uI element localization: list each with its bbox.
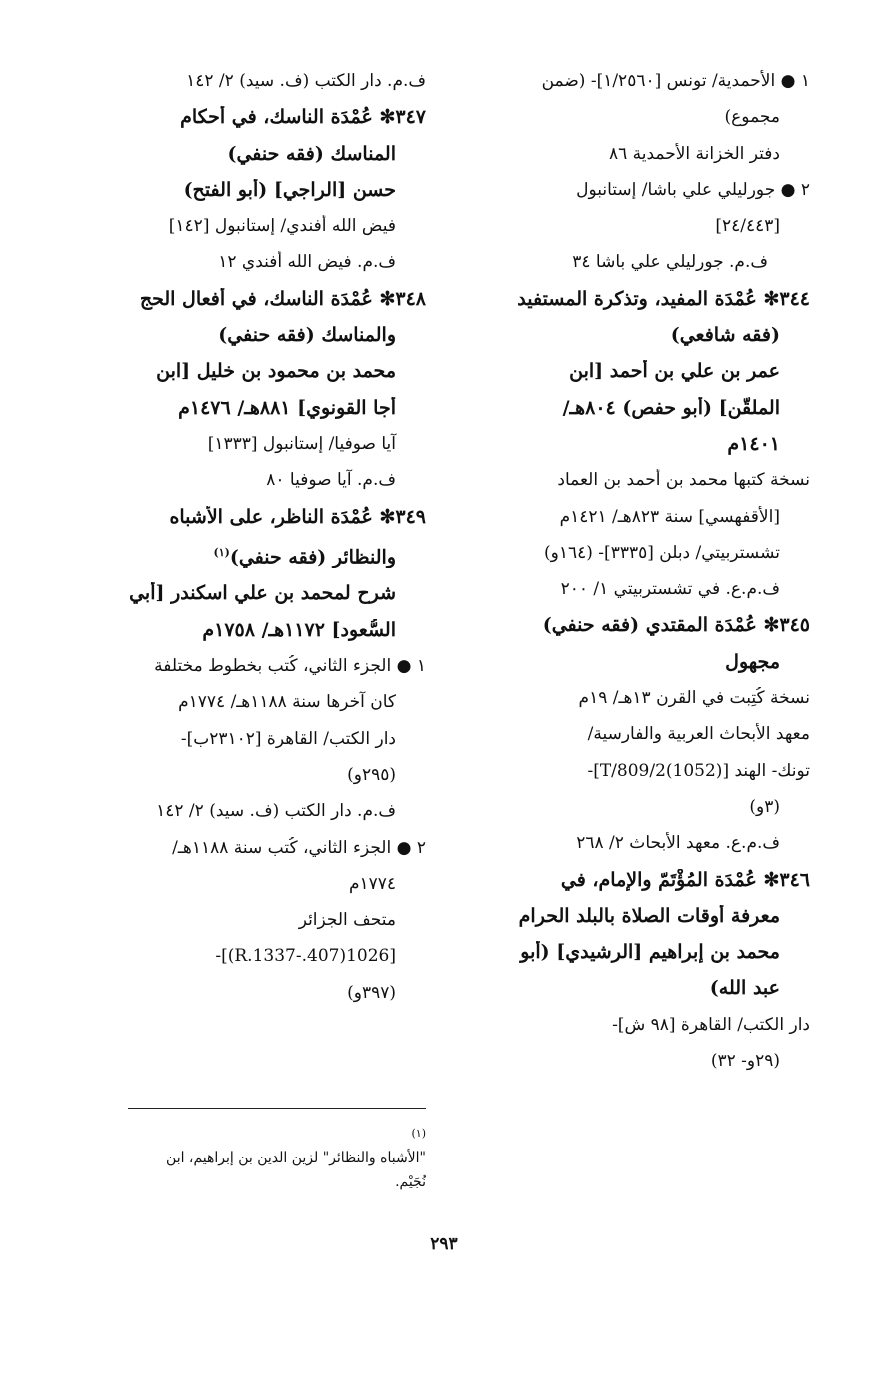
text-line: فيض الله أفندي/ إستانبول [١٤٢]	[168, 216, 396, 237]
entry-heading: ٣٤٧✻ عُمْدَة الناسك، في أحكام	[180, 106, 426, 129]
text-line: ١ ● الأحمدية/ تونس [١/٢٥٦٠]- (ضمن	[541, 71, 810, 91]
author-line: أجا القونوي] ٨٨١هـ/ ١٤٧٦م	[178, 396, 396, 419]
text-line: ٢ ● الجزء الثاني، كُتب سنة ١١٨٨هـ/	[172, 837, 426, 858]
text-line: (٣و)	[749, 796, 780, 817]
right-column	[470, 70, 810, 1086]
footnote-marker: (١)	[411, 1127, 426, 1140]
text-line: ١ ● الجزء الثاني، كُتب بخطوط مختلفة	[154, 656, 426, 677]
author-line: الملقّن] (أبو حفص) ٨٠٤هـ/	[562, 396, 780, 419]
author-line: مجهول	[725, 650, 780, 673]
author-line: عبد الله)	[709, 977, 780, 1000]
entry-heading	[86, 542, 426, 568]
entry-heading: والمناسك (فقه حنفي)	[218, 324, 396, 347]
entry-heading: ٣٤٩✻ عُمْدَة الناظر، على الأشباه	[169, 505, 426, 528]
footnote	[86, 1122, 426, 1194]
entry-title: والنظائر (فقه حنفي)	[229, 546, 396, 569]
text-line: ١٧٧٤م	[348, 873, 396, 894]
text-line: [٢٤/٤٤٣]	[715, 216, 780, 237]
text-line: [1026(407.-R.1337)]-	[215, 946, 396, 967]
entry-heading: المناسك (فقه حنفي)	[227, 142, 396, 165]
text-line: معهد الأبحاث العربية والفارسية/	[587, 724, 810, 745]
text-line: [الأقفهسي] سنة ٨٢٣هـ/ ١٤٢١م	[559, 506, 780, 527]
author-line: محمد بن إبراهيم [الرشيدي] (أبو	[520, 941, 780, 964]
text-line: تشستربيتي/ دبلن [٣٣٣٥]- (١٦٤و)	[544, 542, 780, 563]
text-line: ف.م. آيا صوفيا ٨٠	[266, 470, 396, 491]
author-line: ١٤٠١م	[727, 432, 780, 455]
entry-heading: ٣٤٨✻ عُمْدَة الناسك، في أفعال الحج	[139, 287, 426, 310]
text-line: (٣٩٧و)	[347, 982, 396, 1003]
entry-heading: ٣٤٥✻ عُمْدَة المقتدي (فقه حنفي)	[542, 614, 810, 637]
entry-heading: معرفة أوقات الصلاة بالبلد الحرام	[518, 904, 780, 927]
entry-heading: (فقه شافعي)	[670, 324, 780, 347]
author-line: عمر بن علي بن أحمد [ابن	[569, 360, 780, 383]
text-line: (٢٩و- ٣٢)	[710, 1051, 780, 1072]
footnote-line: نُجَيْم.	[395, 1174, 426, 1190]
text-line: ف.م. دار الكتب (ف. سيد) ٢/ ١٤٢	[156, 801, 396, 822]
text-line: دار الكتب/ القاهرة [٢٣١٠٢ب]-	[180, 728, 396, 749]
text-line: ف.م. جورليلي علي باشا ٣٤	[572, 252, 768, 273]
author-line: محمد بن محمود بن خليل [ابن	[156, 360, 396, 383]
text-line: تونك- الهند [T/809/2(1052)]-	[587, 760, 810, 781]
text-line: ف.م. فيض الله أفندي ١٢	[218, 252, 396, 273]
text-line: نسخة كتبها محمد بن أحمد بن العماد	[557, 470, 810, 491]
text-line: ف.م. دار الكتب (ف. سيد) ٢/ ١٤٢	[186, 71, 426, 91]
author-line: شرح لمحمد بن علي اسكندر [أبي	[129, 582, 396, 605]
text-line: متحف الجزائر	[298, 910, 396, 931]
left-column	[86, 70, 426, 1018]
author-line: السُّعود] ١١٧٢هـ/ ١٧٥٨م	[202, 618, 396, 641]
footnote-text: "الأشباه والنظائر" لزين الدين بن إبراهيم، ابن	[166, 1150, 426, 1166]
author-line: حسن [الراجي] (أبو الفتح)	[183, 178, 396, 201]
entry-heading: ٣٤٦✻ عُمْدَة المُؤْتَمّ والإمام، في	[560, 868, 810, 891]
text-line: ف.م.ع. في تشستربيتي ١/ ٢٠٠	[560, 579, 780, 600]
text-line: كان آخرها سنة ١١٨٨هـ/ ١٧٧٤م	[178, 692, 396, 713]
footnote-divider	[128, 1108, 426, 1109]
text-line: مجموع)	[724, 107, 780, 128]
text-line: آيا صوفيا/ إستانبول [١٣٣٣]	[207, 433, 396, 454]
text-line: نسخة كُتِبت في القرن ١٣هـ/ ١٩م	[578, 688, 810, 709]
text-line: ف.م.ع. معهد الأبحاث ٢/ ٢٦٨	[576, 833, 780, 854]
page-number: ٢٩٣	[430, 1234, 458, 1254]
entry-heading: ٣٤٤✻ عُمْدَة المفيد، وتذكرة المستفيد	[517, 287, 810, 310]
text-line: (٢٩٥و)	[347, 764, 396, 785]
text-line: دار الكتب/ القاهرة [٩٨ ش]-	[612, 1014, 810, 1035]
text-line: ٢ ● جورليلي علي باشا/ إستانبول	[576, 179, 810, 200]
footnote-reference: (١)	[213, 545, 230, 559]
text-line: دفتر الخزانة الأحمدية ٨٦	[608, 143, 780, 164]
footnote-line	[86, 1122, 426, 1170]
